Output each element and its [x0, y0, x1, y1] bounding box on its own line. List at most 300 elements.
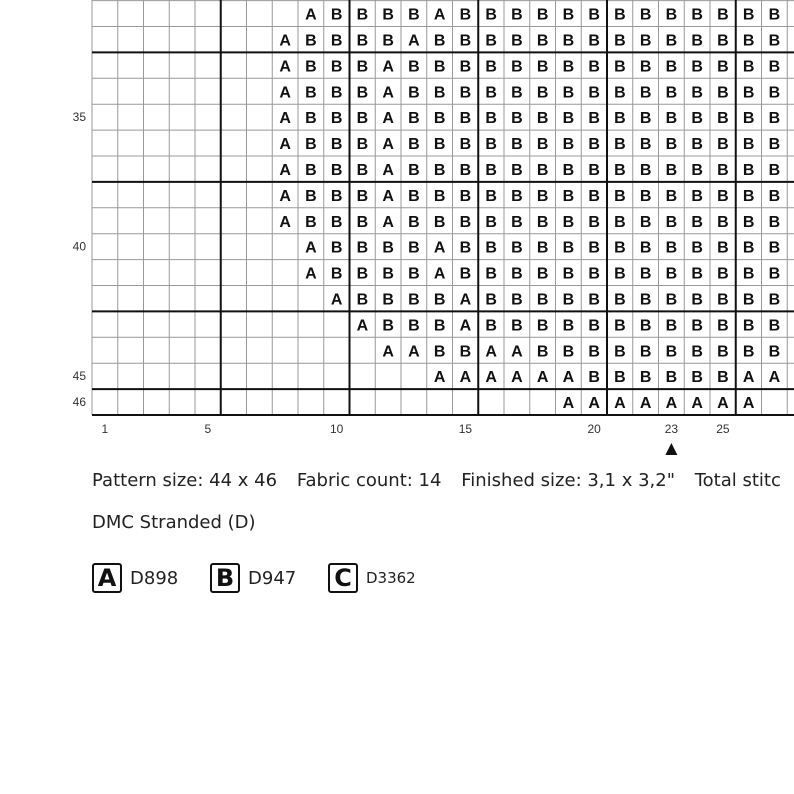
stitch-symbol: B [536, 84, 549, 102]
stitch-symbol: B [639, 161, 652, 179]
stitch-symbol: B [459, 84, 472, 102]
stitch-symbol: A [433, 239, 446, 257]
stitch-symbol: B [588, 6, 600, 24]
stitch-symbol: B [614, 239, 626, 257]
stitch-symbol: B [742, 136, 755, 154]
stitch-symbol: B [433, 187, 446, 205]
stitch-symbol: B [639, 291, 652, 309]
stitch-symbol: B [742, 343, 755, 361]
stitch-symbol: B [305, 32, 317, 50]
stitch-symbol: B [408, 265, 420, 283]
stitch-symbol: B [742, 32, 755, 50]
stitch-symbol: A [691, 395, 703, 413]
stitch-symbol: B [485, 58, 497, 76]
stitch-symbol: B [614, 32, 626, 50]
center-marker [665, 443, 677, 455]
stitch-symbol: A [382, 58, 394, 76]
stitch-symbol: B [742, 317, 755, 335]
stitch-symbol: B [691, 343, 703, 361]
stitch-symbol: B [717, 161, 729, 179]
stitch-symbol: B [485, 187, 497, 205]
stitch-symbol: B [717, 110, 729, 128]
stitch-symbol: B [665, 187, 678, 205]
stitch-symbol: A [356, 317, 369, 335]
stitch-symbol: B [511, 32, 523, 50]
stitch-symbol: B [639, 32, 652, 50]
stitch-symbol: B [691, 6, 703, 24]
stitch-symbol: B [356, 6, 369, 24]
fabric-count: Fabric count: 14 [296, 470, 442, 491]
stitch-symbol: B [639, 58, 652, 76]
stitch-symbol: B [433, 32, 446, 50]
column-label: 20 [587, 422, 601, 436]
stitch-symbol: B [614, 110, 626, 128]
stitch-symbol: B [665, 6, 678, 24]
stitch-symbol: B [408, 6, 420, 24]
stitch-symbol: A [433, 265, 446, 283]
stitch-symbol: B [356, 136, 369, 154]
column-label: 15 [458, 422, 473, 436]
stitch-symbol: B [459, 136, 472, 154]
stitch-symbol: B [511, 110, 523, 128]
stitch-symbol: A [562, 369, 575, 387]
stitch-symbol: B [691, 136, 703, 154]
stitch-symbol: B [562, 317, 575, 335]
stitch-symbol: B [459, 6, 472, 24]
stitch-symbol: B [433, 291, 446, 309]
stitch-symbol: B [665, 291, 678, 309]
stitch-symbol: A [382, 110, 394, 128]
stitch-symbol: B [614, 136, 626, 154]
stitch-symbol: B [588, 239, 600, 257]
stitch-symbol: A [562, 395, 575, 413]
stitch-symbol: B [588, 343, 600, 361]
stitch-symbol: A [279, 161, 291, 179]
stitch-symbol: A [459, 291, 472, 309]
stitch-symbol: A [279, 136, 291, 154]
stitch-symbol: B [768, 161, 781, 179]
row-label: 40 [72, 239, 86, 254]
stitch-symbol: B [459, 58, 472, 76]
stitch-symbol: B [614, 369, 626, 387]
stitch-symbol: A [433, 6, 446, 24]
stitch-symbol: A [305, 239, 317, 257]
legend-symbol-c: C [328, 563, 358, 593]
stitch-symbol: A [382, 161, 394, 179]
stitch-symbol: A [382, 213, 394, 231]
stitch-symbol: B [356, 187, 369, 205]
stitch-symbol: B [614, 58, 626, 76]
stitch-symbol: B [742, 291, 755, 309]
stitch-symbol: B [717, 32, 729, 50]
stitch-symbol: B [330, 110, 343, 128]
stitch-symbol: A [382, 343, 394, 361]
stitch-symbol: B [536, 213, 549, 231]
stitch-symbol: B [459, 239, 472, 257]
stitch-symbol: B [768, 317, 781, 335]
stitch-symbol: B [536, 239, 549, 257]
stitch-symbol: B [691, 32, 703, 50]
legend-item-a [92, 563, 178, 593]
legend-item-c [328, 563, 416, 593]
stitch-symbol: A [459, 369, 472, 387]
stitch-symbol: B [433, 136, 446, 154]
stitch-symbol: A [742, 395, 755, 413]
stitch-symbol: B [665, 213, 678, 231]
stitch-symbol: B [511, 317, 523, 335]
stitch-symbol: B [536, 6, 549, 24]
stitch-symbol: B [742, 84, 755, 102]
stitch-symbol: B [562, 291, 575, 309]
stitch-symbol: B [742, 58, 755, 76]
stitch-symbol: B [459, 32, 472, 50]
stitch-symbol: B [614, 317, 626, 335]
stitch-symbol: B [639, 213, 652, 231]
stitch-symbol: B [330, 187, 343, 205]
stitch-symbol: B [536, 187, 549, 205]
legend-code-b: D947 [248, 567, 297, 589]
stitch-symbol: B [459, 161, 472, 179]
stitch-symbol: B [356, 265, 369, 283]
stitch-symbol: B [511, 265, 523, 283]
stitch-symbol: B [742, 213, 755, 231]
stitch-symbol: B [562, 213, 575, 231]
stitch-symbol: B [485, 265, 497, 283]
stitch-symbol: B [536, 265, 549, 283]
stitch-symbol: B [305, 110, 317, 128]
stitch-symbol: B [614, 213, 626, 231]
stitch-symbol: B [562, 32, 575, 50]
stitch-symbol: B [742, 6, 755, 24]
stitch-symbol: B [717, 291, 729, 309]
stitch-symbol: B [562, 343, 575, 361]
stitch-symbol: A [614, 395, 626, 413]
stitch-symbol: B [305, 84, 317, 102]
stitch-symbol: B [691, 213, 703, 231]
stitch-symbol: B [588, 187, 600, 205]
stitch-symbol: B [588, 317, 600, 335]
stitch-symbol: B [614, 343, 626, 361]
center-marker-triangle [665, 443, 677, 455]
stitch-symbol: B [305, 213, 317, 231]
stitch-symbol: A [382, 136, 394, 154]
stitch-symbol: B [614, 265, 626, 283]
stitch-symbol: B [639, 187, 652, 205]
stitch-symbol: A [279, 187, 291, 205]
stitch-symbol: B [511, 84, 523, 102]
legend-code-c: D3362 [366, 569, 416, 587]
stitch-symbol: B [356, 161, 369, 179]
stitch-symbol: B [717, 317, 729, 335]
stitch-symbol: B [717, 343, 729, 361]
stitch-symbol: B [768, 84, 781, 102]
stitch-symbol: B [717, 58, 729, 76]
stitch-symbol: B [665, 136, 678, 154]
stitch-symbol: B [459, 343, 472, 361]
stitch-symbol: B [536, 136, 549, 154]
stitch-symbol: B [330, 161, 343, 179]
stitch-symbol: B [588, 136, 600, 154]
stitch-symbol: B [768, 32, 781, 50]
stitch-symbol: B [356, 32, 369, 50]
stitch-symbol: B [717, 265, 729, 283]
stitch-symbol: B [588, 265, 600, 283]
stitch-symbol: B [408, 213, 420, 231]
stitch-symbol: B [562, 6, 575, 24]
total-stitches: Total stitc [694, 470, 781, 491]
stitch-symbol: B [717, 187, 729, 205]
pattern-info [92, 470, 794, 491]
stitch-symbol: A [408, 343, 420, 361]
stitch-symbol: B [536, 291, 549, 309]
stitch-symbol: B [639, 110, 652, 128]
stitch-symbol: B [485, 239, 497, 257]
stitch-symbol: A [382, 84, 394, 102]
row-label: 46 [72, 395, 86, 410]
stitch-symbol: B [588, 161, 600, 179]
stitch-symbol: B [768, 291, 781, 309]
stitch-symbol: B [717, 6, 729, 24]
stitch-symbol: A [665, 395, 678, 413]
stitch-symbol: B [536, 317, 549, 335]
stitch-symbol: B [562, 187, 575, 205]
stitch-symbol: B [742, 265, 755, 283]
stitch-symbol: B [665, 84, 678, 102]
stitch-symbol: B [485, 317, 497, 335]
stitch-symbol: B [433, 58, 446, 76]
stitch-symbol: B [485, 32, 497, 50]
stitch-symbol: B [691, 369, 703, 387]
stitch-symbol: B [614, 187, 626, 205]
stitch-symbol: B [742, 187, 755, 205]
stitch-symbol: B [639, 343, 652, 361]
stitch-symbol: B [536, 32, 549, 50]
stitch-symbol: B [305, 58, 317, 76]
column-label: 23 [664, 422, 679, 436]
stitch-symbol: B [485, 6, 497, 24]
row-label: 45 [72, 369, 86, 384]
stitch-symbol: A [768, 369, 781, 387]
stitch-symbol: B [408, 136, 420, 154]
row-labels [73, 110, 87, 409]
stitch-symbol: B [485, 110, 497, 128]
stitch-symbol: B [459, 187, 472, 205]
stitch-symbol: B [665, 161, 678, 179]
stitch-symbol: B [459, 110, 472, 128]
stitch-symbol: B [562, 161, 575, 179]
stitch-symbol: B [665, 343, 678, 361]
stitch-symbol: B [408, 317, 420, 335]
stitch-symbol: B [665, 58, 678, 76]
stitch-symbol: B [562, 84, 575, 102]
stitch-symbol: B [562, 265, 575, 283]
stitch-symbol: B [330, 136, 343, 154]
stitch-symbol: B [356, 58, 369, 76]
stitch-symbol: B [588, 58, 600, 76]
stitch-symbol: B [665, 32, 678, 50]
stitch-symbol: B [639, 84, 652, 102]
legend-symbol-a: A [92, 563, 122, 593]
stitch-symbol: B [485, 213, 497, 231]
stitch-symbol: B [330, 84, 343, 102]
stitch-symbol: B [691, 265, 703, 283]
stitch-symbol: B [382, 291, 394, 309]
stitch-symbol: B [691, 187, 703, 205]
stitch-symbol: B [742, 110, 755, 128]
stitch-symbol: B [768, 187, 781, 205]
stitch-symbol: B [536, 343, 549, 361]
stitch-symbol: B [485, 136, 497, 154]
stitch-symbol: B [768, 110, 781, 128]
stitch-symbol: B [511, 136, 523, 154]
stitch-symbol: B [768, 239, 781, 257]
stitch-symbol: B [382, 32, 394, 50]
stitch-symbol: A [408, 32, 420, 50]
stitch-symbol: A [459, 317, 472, 335]
stitch-symbol: B [330, 265, 343, 283]
pattern-size: Pattern size: 44 x 46 [92, 470, 278, 491]
row-label: 35 [72, 110, 86, 125]
legend-item-b [210, 563, 296, 593]
stitch-symbol: B [485, 84, 497, 102]
stitch-symbol: B [382, 239, 394, 257]
stitch-symbol: A [279, 32, 291, 50]
stitch-symbol: B [717, 239, 729, 257]
stitch-symbol: B [511, 187, 523, 205]
stitch-symbol: B [305, 136, 317, 154]
stitch-symbol: B [408, 291, 420, 309]
stitch-symbol: B [330, 32, 343, 50]
stitch-symbol: B [433, 161, 446, 179]
stitch-symbol: B [330, 213, 343, 231]
stitch-symbol: B [639, 239, 652, 257]
stitch-symbol: B [511, 161, 523, 179]
stitch-symbol: B [330, 58, 343, 76]
stitch-symbol: B [459, 265, 472, 283]
stitch-symbol: B [562, 136, 575, 154]
column-label: 1 [101, 422, 109, 436]
stitch-symbol: B [717, 369, 729, 387]
stitch-symbol: B [665, 317, 678, 335]
stitch-symbol: B [639, 265, 652, 283]
stitch-symbol: B [665, 110, 678, 128]
stitch-symbol: B [562, 239, 575, 257]
stitch-symbol: B [691, 161, 703, 179]
stitch-symbol: B [433, 110, 446, 128]
stitch-symbol: B [768, 343, 781, 361]
stitch-symbol: A [382, 187, 394, 205]
stitch-symbol: B [639, 136, 652, 154]
stitch-symbol: A [511, 343, 523, 361]
stitch-symbol: A [485, 369, 497, 387]
stitch-symbol: A [742, 369, 755, 387]
stitch-symbol: B [665, 265, 678, 283]
stitch-symbol: B [691, 110, 703, 128]
legend-symbol-b: B [210, 563, 240, 593]
stitch-symbol: B [614, 6, 626, 24]
stitch-symbol: B [742, 161, 755, 179]
stitch-symbol: B [562, 110, 575, 128]
stitch-symbol: A [330, 291, 343, 309]
stitch-symbol: B [408, 58, 420, 76]
stitch-symbol: B [536, 110, 549, 128]
stitch-symbol: B [691, 239, 703, 257]
stitch-symbol: B [408, 187, 420, 205]
stitch-symbol: B [691, 317, 703, 335]
stitch-symbol: B [382, 6, 394, 24]
stitch-symbol: A [717, 395, 729, 413]
thread-brand: DMC Stranded (D) [92, 512, 256, 533]
stitch-symbol: B [305, 187, 317, 205]
stitch-symbol: B [433, 343, 446, 361]
stitch-symbol: B [639, 369, 652, 387]
stitch-symbol: B [485, 291, 497, 309]
stitch-symbol: B [330, 6, 343, 24]
stitch-symbol: B [588, 213, 600, 231]
stitch-symbol: B [639, 317, 652, 335]
stitch-symbol: A [536, 369, 549, 387]
stitch-symbol: B [588, 369, 600, 387]
column-label: 10 [329, 422, 344, 436]
stitch-symbol: B [768, 136, 781, 154]
stitch-symbol: B [356, 291, 369, 309]
stitch-symbol: A [305, 6, 317, 24]
stitch-symbol: B [536, 161, 549, 179]
stitch-symbol: B [562, 58, 575, 76]
stitch-symbol: A [305, 265, 317, 283]
finished-size: Finished size: 3,1 x 3,2" [461, 470, 675, 491]
stitch-symbol: B [511, 239, 523, 257]
stitch-symbol: A [433, 369, 446, 387]
stitch-symbol: B [382, 265, 394, 283]
stitch-symbol: B [768, 265, 781, 283]
stitch-symbol: A [588, 395, 600, 413]
stitch-symbol: B [485, 161, 497, 179]
stitch-symbol: B [588, 32, 600, 50]
stitch-symbol: B [408, 239, 420, 257]
stitch-symbol: B [459, 213, 472, 231]
stitch-symbol: A [279, 58, 291, 76]
stitch-symbol: B [639, 6, 652, 24]
stitch-symbol: B [408, 161, 420, 179]
stitch-symbol: B [768, 58, 781, 76]
stitch-symbol: A [511, 369, 523, 387]
stitch-symbol: B [433, 317, 446, 335]
stitch-symbol: B [742, 239, 755, 257]
stitch-symbol: B [614, 84, 626, 102]
stitch-symbol: A [639, 395, 652, 413]
stitch-symbol: B [665, 239, 678, 257]
stitch-symbol: B [511, 291, 523, 309]
column-label: 5 [204, 422, 212, 436]
stitch-symbol: B [511, 213, 523, 231]
stitch-symbol: B [408, 110, 420, 128]
stitch-symbol: B [691, 84, 703, 102]
stitch-symbol: B [433, 84, 446, 102]
stitch-symbol: B [511, 6, 523, 24]
stitch-symbol: B [588, 110, 600, 128]
stitch-symbol: B [768, 6, 781, 24]
stitch-symbol: A [485, 343, 497, 361]
stitch-symbol: B [614, 291, 626, 309]
stitch-symbol: B [511, 58, 523, 76]
stitch-symbol: A [279, 110, 291, 128]
stitch-symbol: B [356, 213, 369, 231]
stitch-symbol: B [717, 136, 729, 154]
stitch-symbol: A [279, 213, 291, 231]
stitch-symbol: B [717, 84, 729, 102]
stitch-symbol: B [408, 84, 420, 102]
